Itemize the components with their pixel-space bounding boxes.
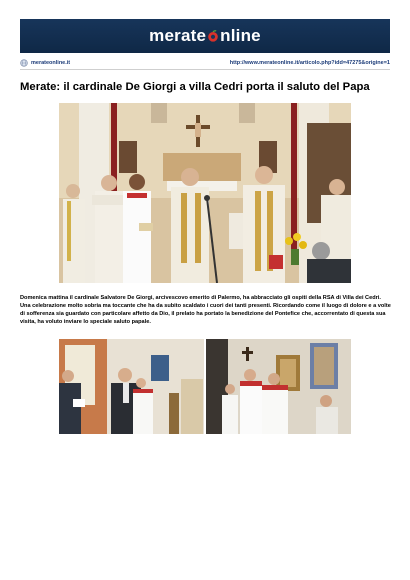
apple-o-icon <box>207 30 219 42</box>
header-divider <box>20 69 390 70</box>
article-title: Merate: il cardinale De Giorgi a villa Cedri porta il saluto del Papa <box>20 81 370 93</box>
site-banner[interactable] <box>20 19 390 53</box>
logo-text-right: nline <box>220 26 261 45</box>
site-name: merateonline.it <box>31 59 71 66</box>
article-url-link[interactable]: http://www.merateonline.it/articolo.php?idd=47275&origine=1 <box>229 59 390 66</box>
photo-right <box>206 339 351 434</box>
logo-text-left: merate <box>149 26 207 45</box>
article-body: Domenica mattina il cardinale Salvatore De Giorgi, arcivescovo emerito di Palermo, ha abbracciato gli ospiti della RSA di Villa dei Cedri. Una celebrazione molto sobria ma toccante che ha da subito scaldato i cuori dei tanti presenti. Ricordando come il luogo di dolore e a volte di sofferenza sia guardato con particolare affetto da Dio, il prelato ha portato la benedizione del Pontefice che, accorrentato di questa sua visita, ha voluto inviare lo speciale saluto papale. <box>20 295 391 325</box>
globe-icon <box>20 59 28 67</box>
photo-left <box>59 339 204 434</box>
site-logo[interactable] <box>149 26 261 46</box>
main-photo <box>59 103 351 283</box>
source-bar <box>20 57 390 68</box>
site-link[interactable] <box>20 59 70 67</box>
